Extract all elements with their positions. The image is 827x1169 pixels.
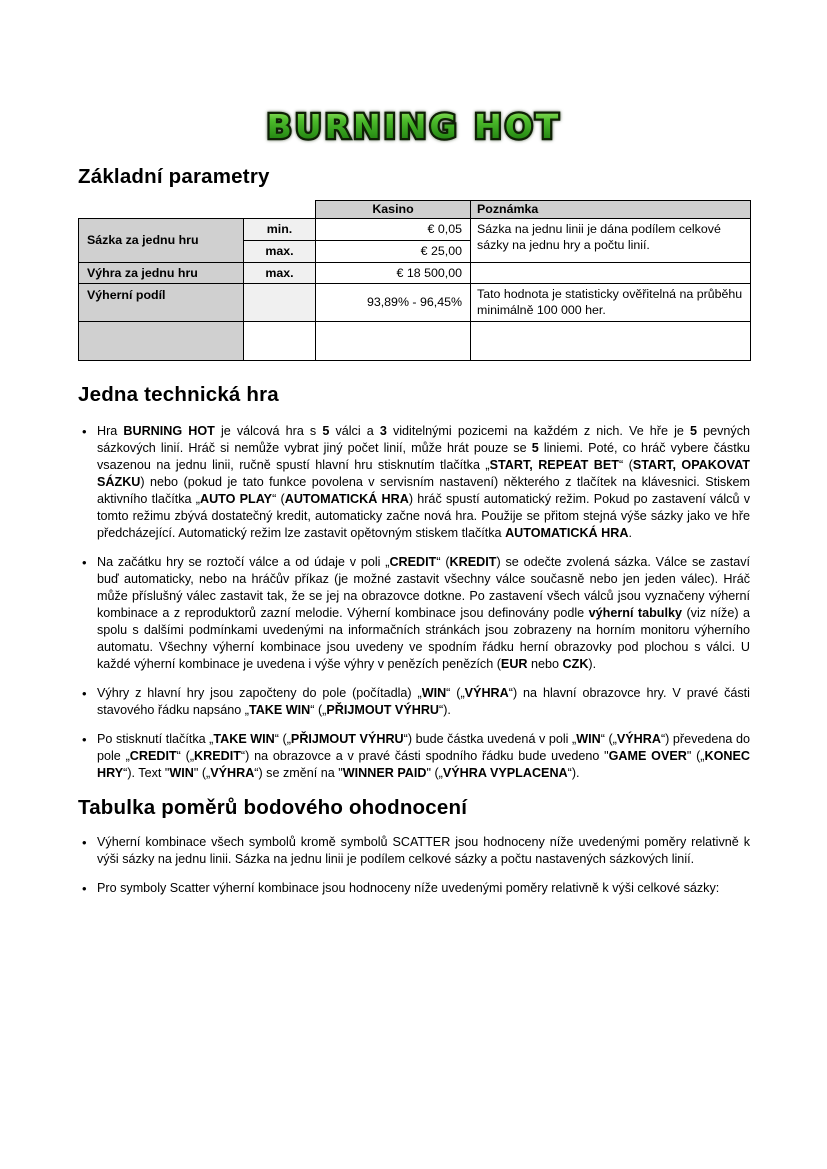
cell-vyhra-max-label: max. xyxy=(244,263,316,284)
cell-sazka-min-value: € 0,05 xyxy=(316,219,471,241)
technical-game-bullet-list xyxy=(78,423,750,782)
bullet-item-game-description xyxy=(97,423,750,542)
parameters-table xyxy=(78,200,751,361)
row-label-sazka: Sázka za jednu hru xyxy=(79,219,244,263)
bullet-text: Hra BURNING HOT je válcová hra s 5 válci a 3 viditelnými pozicemi na každém z nich. Ve hře je 5 pevných sázkových linií. Hráč si nemůže vybrat jiný počet linií, může hrát pouze se 5 liniemi. Poté, co hráč vybere částku vsazenou na jednu linii, ručně spustí hlavní hru stisknutím tlačítka „START, REPEAT BET“ (START, OPAKOVAT SÁZKU) nebo (pokud je tato funkce povolena v servisním nastavení) některého z tlačítek na klávesnici. Stiskem aktivního tlačítka „AUTO PLAY“ (AUTOMATICKÁ HRA) hráč spustí automatický režim. Pokud po zastavení válců v tomto režimu zbývá dostatečný kredit, automaticky začne nová hra. Použije se přitom stejná výše sázky jako ve hře předcházející. Automatický režim lze zastavit opětovným stiskem tlačítka AUTOMATICKÁ HRA. xyxy=(97,424,751,540)
bullet-item-reels-credit xyxy=(97,554,750,673)
table-row-empty xyxy=(79,322,751,361)
section-title-parameters: Základní parametry xyxy=(78,165,270,188)
bullet-item-win-field xyxy=(97,685,750,719)
cell-vyhra-max-value: € 18 500,00 xyxy=(316,263,471,284)
table-row-sazka-min xyxy=(79,219,751,241)
bullet-text: Výhry z hlavní hry jsou započteny do pole (počítadla) „WIN“ („VÝHRA“) na hlavní obrazovce hry. V pravé části stavového řádku napsáno „TAKE WIN“ („PŘIJMOUT VÝHRU“). xyxy=(97,686,750,717)
cell-sazka-max-value: € 25,00 xyxy=(316,241,471,263)
column-header-kasino: Kasino xyxy=(316,201,471,219)
logo xyxy=(78,103,750,149)
column-header-poznamka: Poznámka xyxy=(471,201,751,219)
cell-sazka-note: Sázka na jednu linii je dána podílem celkové sázky na jednu hry a počtu linií. xyxy=(471,219,751,263)
bullet-item-scatter-ratios xyxy=(97,880,750,897)
cell-podil-sub xyxy=(244,284,316,322)
bullet-text: Po stisknutí tlačítka „TAKE WIN“ („PŘIJMOUT VÝHRU“) bude částka uvedená v poli „WIN“ („VÝHRA“) převedena do pole „CREDIT“ („KREDIT“) na obrazovce a v pravé části spodního řádku bude uvedeno "GAME OVER" („KONEC HRY“). Text "WIN" („VÝHRA“) se změní na "WINNER PAID" („VÝHRA VYPLACENA“). xyxy=(97,732,751,780)
bullet-text: Na začátku hry se roztočí válce a od údaje v poli „CREDIT“ (KREDIT) se odečte zvolená sázka. Válce se zastaví buď automaticky, nebo na hráčův příkaz (je možné zastavit všechny válce současně nebo jen jeden válec). Hráč může příslušný válec zastavit tak, že se jej na obrazovce dotkne. Po zastavení všech válců jsou vyznačeny výherní kombinace a z reproduktorů zazní melodie. Výherní kombinace jsou definovány podle výherní tabulky (viz níže) a spolu s dalšími podmínkami uvedenými na informačních stránkách jsou zobrazeny na horním monitoru výherního automatu. Všechny výherní kombinace jsou uvedeny ve spodním řádku herní obrazovky pod plochou s válci. U každé výherní kombinace je uvedena i výše výhry v penězích penězích (EUR nebo CZK). xyxy=(97,555,750,671)
logo-text: BURNING HOT xyxy=(266,107,562,146)
cell-sazka-max-label: max. xyxy=(244,241,316,263)
cell-empty-value xyxy=(316,322,471,361)
row-label-vyhra: Výhra za jednu hru xyxy=(79,263,244,284)
cell-sazka-min-label: min. xyxy=(244,219,316,241)
rating-table-bullet-list xyxy=(78,834,750,897)
section-title-rating-table: Tabulka poměrů bodového ohodnocení xyxy=(78,796,468,819)
row-label-podil: Výherní podíl xyxy=(79,284,244,322)
bullet-item-line-ratios xyxy=(97,834,750,868)
bullet-item-take-win xyxy=(97,731,750,782)
bullet-text: Pro symboly Scatter výherní kombinace jsou hodnoceny níže uvedenými poměry relativně k výši celkové sázky: xyxy=(97,881,720,895)
cell-empty-note xyxy=(471,322,751,361)
table-row-vyhra xyxy=(79,263,751,284)
cell-podil-value: 93,89% - 96,45% xyxy=(316,284,471,322)
cell-vyhra-note xyxy=(471,263,751,284)
table-header-row xyxy=(79,201,751,219)
table-row-podil xyxy=(79,284,751,322)
bullet-text: Výherní kombinace všech symbolů kromě symbolů SCATTER jsou hodnoceny níže uvedenými poměry relativně k výši sázky na jednu linii. Sázka na jednu linii je podílem celkové sázky a počtu nastavených sázkových linií. xyxy=(97,835,750,866)
cell-podil-note: Tato hodnota je statisticky ověřitelná na průběhu minimálně 100 000 her. xyxy=(471,284,751,322)
section-title-technical-game: Jedna technická hra xyxy=(78,383,279,406)
burning-hot-logo-image xyxy=(263,103,565,149)
row-label-empty xyxy=(79,322,244,361)
table-header-spacer xyxy=(79,201,316,219)
cell-empty-sub xyxy=(244,322,316,361)
